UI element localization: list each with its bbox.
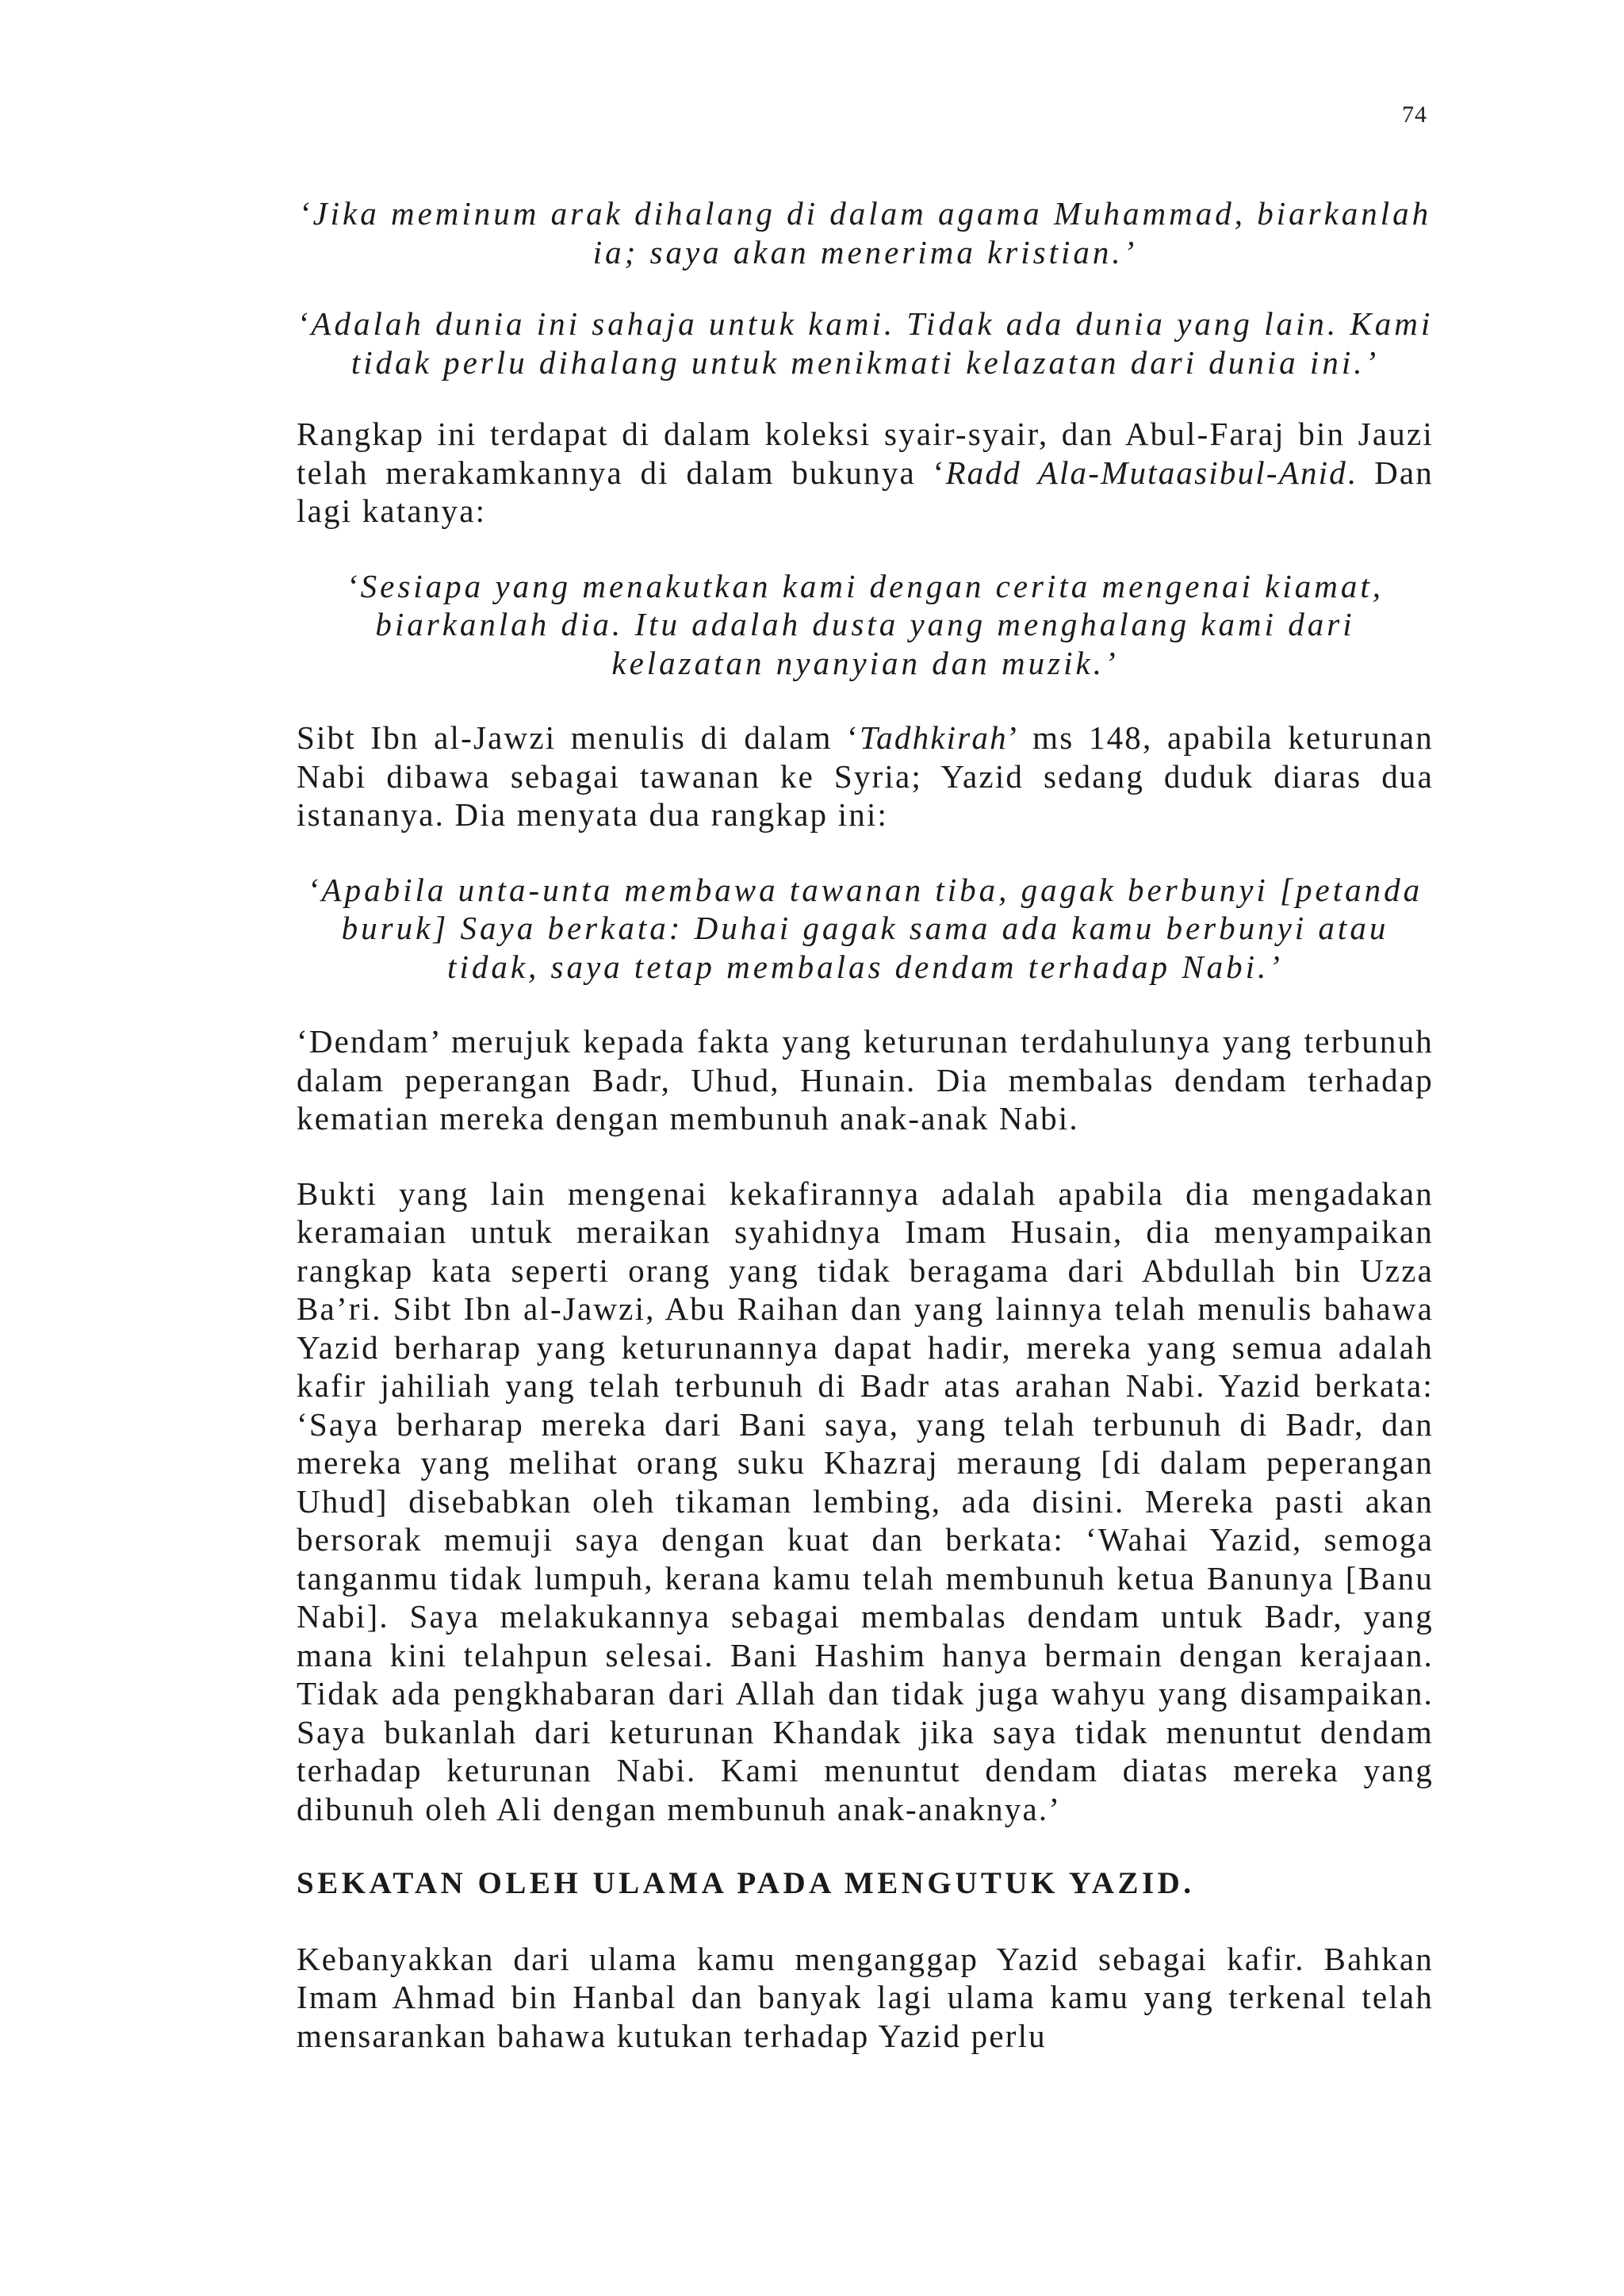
paragraph-2 <box>297 719 1434 834</box>
book-title-tadhkirah: Tadhkirah <box>859 719 1008 756</box>
paragraph-5: Kebanyakkan dari ulama kamu menganggap Yazid sebagai kafir. Bahkan Imam Ahmad bin Hanbal dan banyak lagi ulama kamu yang terkenal telah mensarankan bahawa kutukan terhadap Yazid perlu <box>297 1940 1434 2054</box>
page-number: 74 <box>1402 102 1427 128</box>
quote-1: ‘Jika meminum arak dihalang di dalam agama Muhammad, biarkanlah ia; saya akan menerima kristian.’ <box>298 195 1432 270</box>
paragraph-2-tail: ’ ms 148, apabila keturunan Nabi dibawa sebagai tawanan ke Syria; Yazid sedang duduk diaras dua istananya. Dia menyata dua rangkap ini: <box>297 719 1434 833</box>
paragraph-3: ‘Dendam’ merujuk kepada fakta yang keturunan terdahulunya yang terbunuh dalam peperangan Badr, Uhud, Hunain. Dia membalas dendam terhadap kematian mereka dengan membunuh anak-anak Nabi. <box>297 1023 1434 1137</box>
paragraph-2-text: Sibt Ibn al-Jawzi menulis di dalam ‘ <box>297 719 860 756</box>
book-title-radd: Radd Ala-Mutaasibul-Anid <box>945 454 1347 491</box>
section-heading: SEKATAN OLEH ULAMA PADA MENGUTUK YAZID. <box>297 1866 1195 1900</box>
paragraph-4: Bukti yang lain mengenai kekafirannya adalah apabila dia mengadakan keramaian untuk meraikan syahidnya Imam Husain, dia menyampaikan rangkap kata seperti orang yang tidak beragama dari Abdullah bin Uzza Ba’ri. Sibt Ibn al-Jawzi, Abu Raihan dan yang lainnya telah menulis bahawa Yazid berharap yang keturunannya dapat hadir, mereka yang semua adalah kafir jahiliah yang telah terbunuh di Badr atas arahan Nabi. Yazid berkata: ‘Saya berharap mereka dari Bani saya, yang telah terbunuh di Badr, dan mereka yang melihat orang suku Khazraj meraung [di dalam peperangan Uhud] disebabkan oleh tikaman lembing, ada disini. Mereka pasti akan bersorak memuji saya dengan kuat dan berkata: ‘Wahai Yazid, semoga tanganmu tidak lumpuh, kerana kamu telah membunuh ketua Banunya [Banu Nabi]. Saya melakukannya sebagai membalas dendam untuk Badr, yang mana kini telahpun selesai. Bani Hashim hanya bermain dengan kerajaan. Tidak ada pengkhabaran dari Allah dan tidak juga wahyu yang disampaikan. Saya bukanlah dari keturunan Khandak jika saya tidak menuntut dendam terhadap keturunan Nabi. Kami menuntut dendam diatas mereka yang dibunuh oleh Ali dengan membunuh anak-anaknya.’ <box>297 1175 1434 1827</box>
page-content <box>297 194 1434 2055</box>
quote-3: ‘Sesiapa yang menakutkan kami dengan cerita mengenai kiamat, biarkanlah dia. Itu adalah dusta yang menghalang kami dari kelazatan nyanyian dan muzik.’ <box>346 567 1384 681</box>
paragraph-1-text: Rangkap ini terdapat di dalam koleksi syair-syair, dan Abul-Faraj bin Jauzi telah merakamkannya di dalam bukunya ‘ <box>297 416 1434 491</box>
paragraph-1 <box>297 415 1434 531</box>
quote-4: ‘Apabila unta-unta membawa tawanan tiba, gagak berbunyi [petanda buruk] Saya berkata: Duhai gagak sama ada kamu berbunyi atau tidak, saya tetap membalas dendam terhadap Nabi.’ <box>307 871 1423 985</box>
quote-2: ‘Adalah dunia ini sahaja untuk kami. Tidak ada dunia yang lain. Kami tidak perlu dihalang untuk menikmati kelazatan dari dunia ini.’ <box>297 305 1434 381</box>
paragraph-1-tail: . Dan lagi katanya: <box>297 454 1434 529</box>
